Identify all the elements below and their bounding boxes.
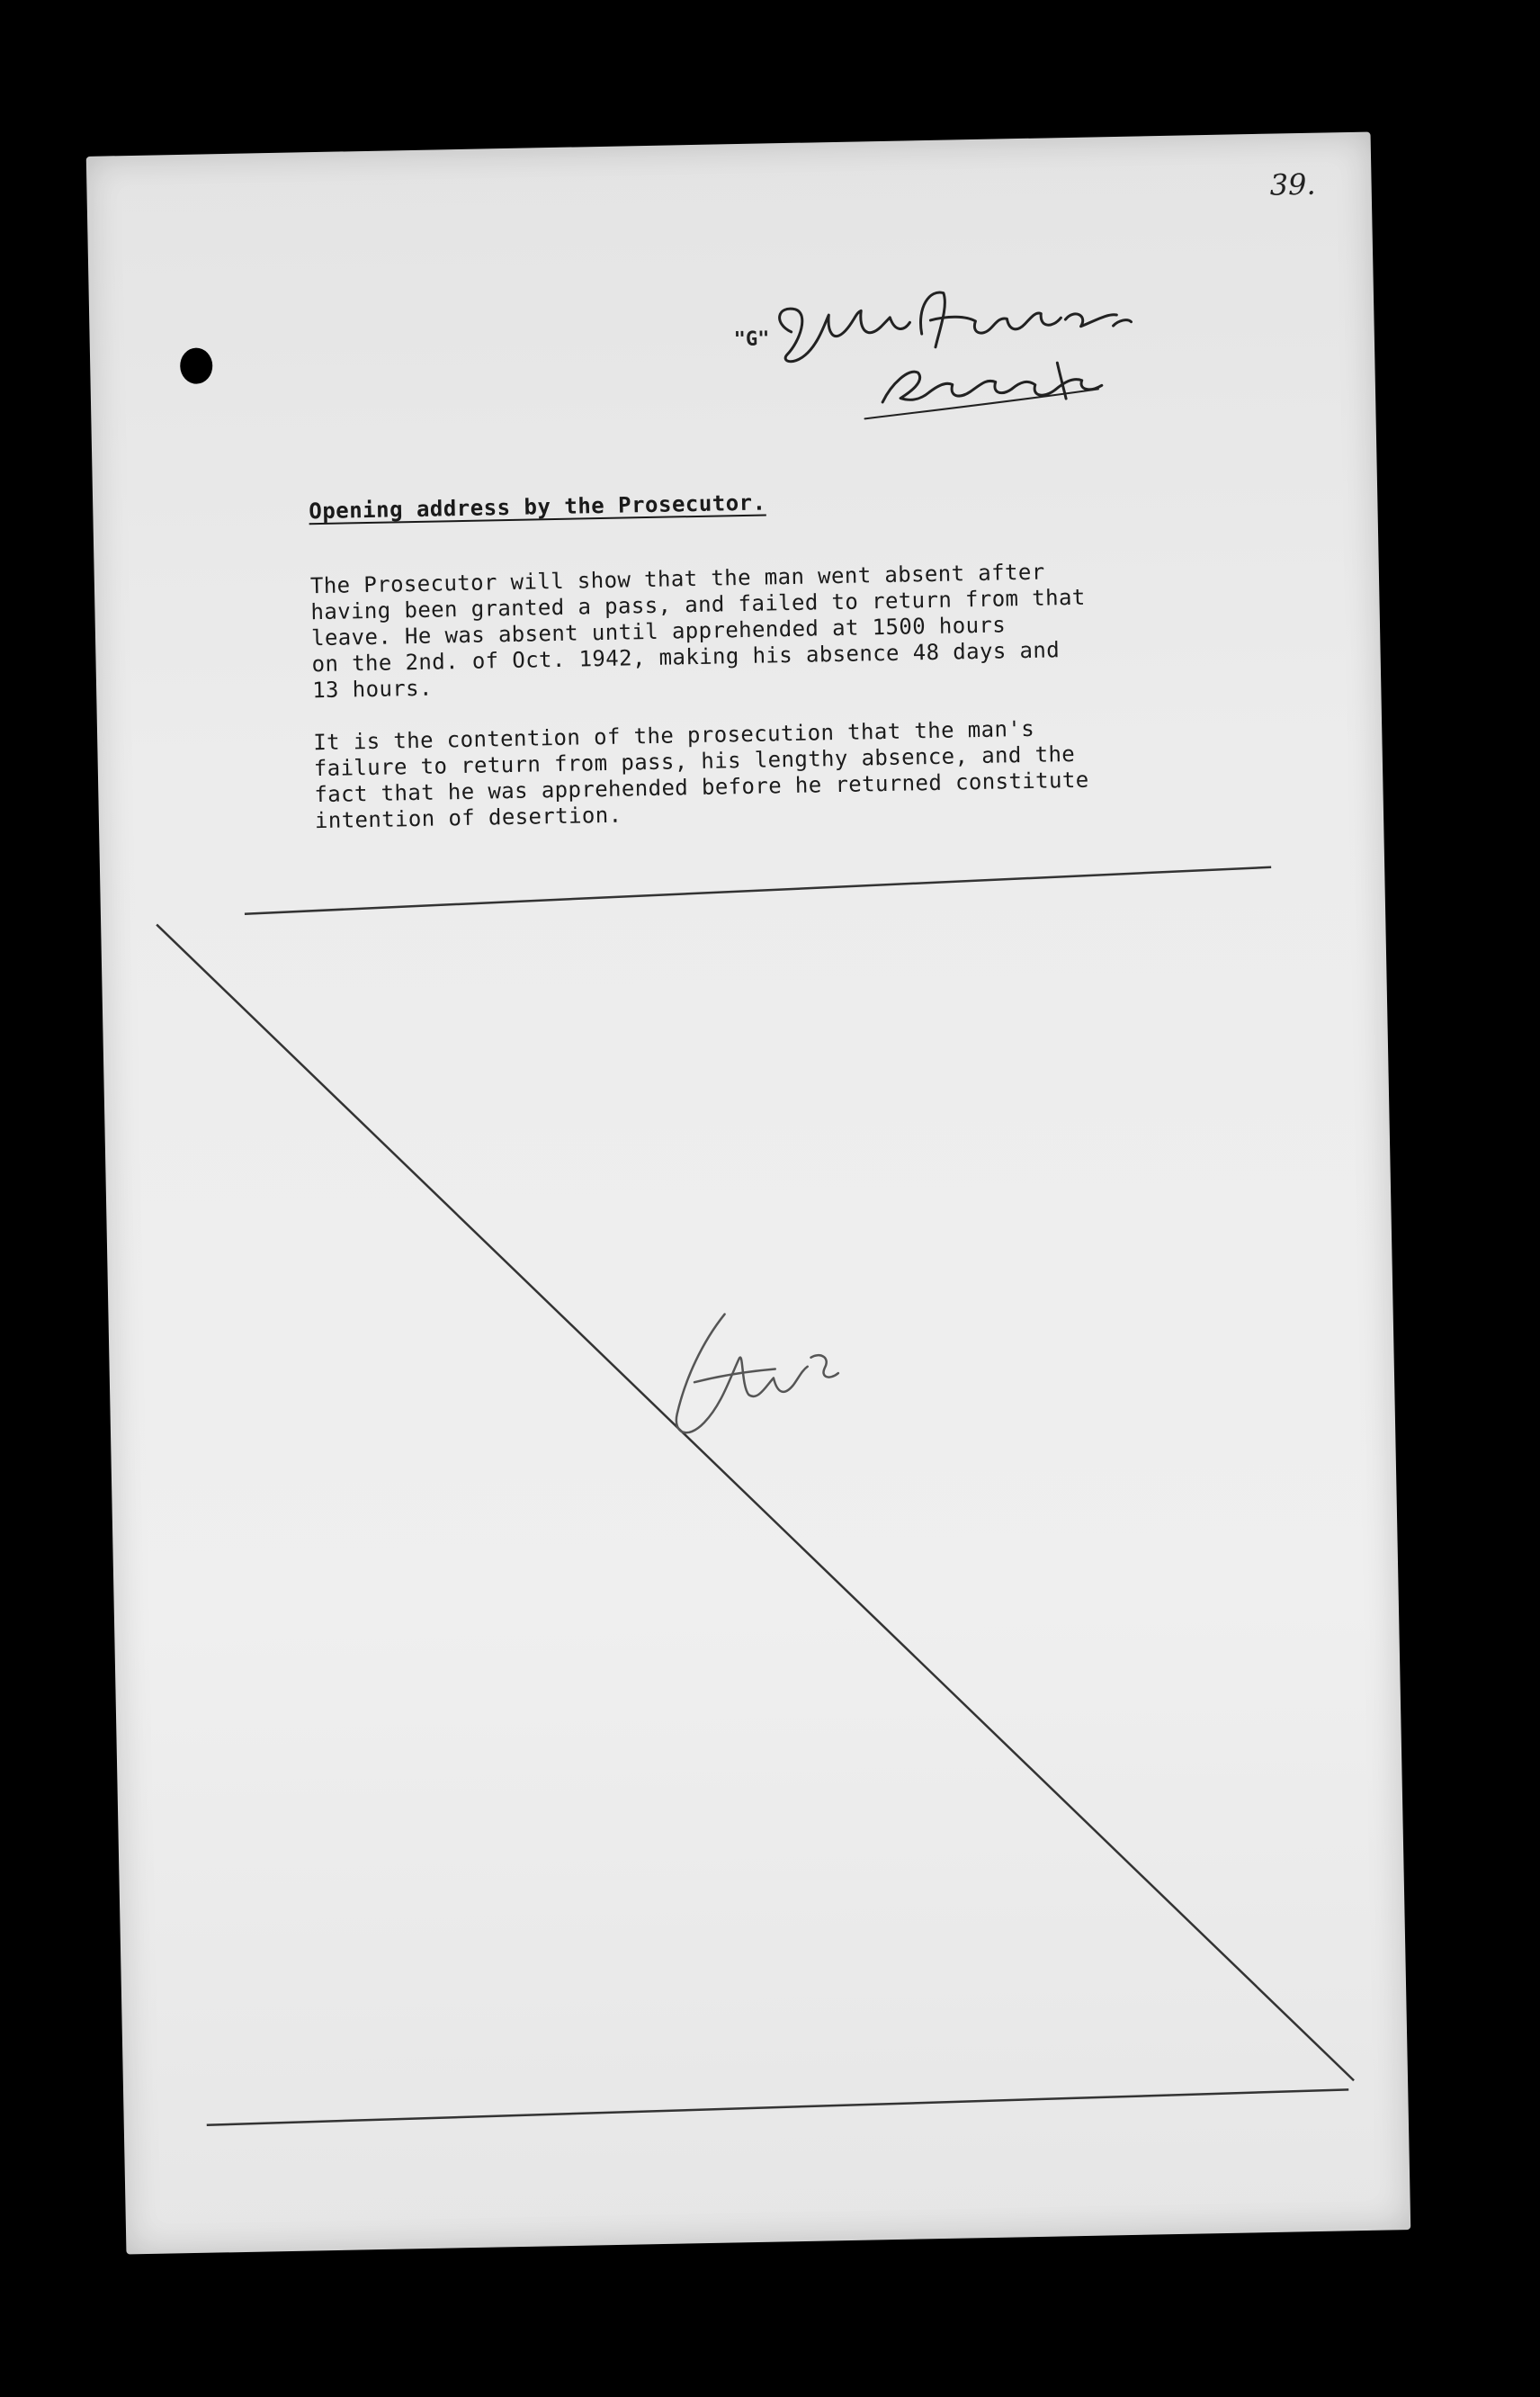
grade-mark: "G" [733, 328, 770, 352]
cancel-diagonal-line [157, 902, 1354, 2104]
document-heading: Opening address by the Prosecutor. [309, 489, 766, 525]
cancel-top-line [244, 867, 1271, 914]
document-page [86, 132, 1411, 2255]
page-number: 39. [1269, 166, 1316, 202]
cancellation-z-lines [86, 132, 1411, 2255]
initial-signature [639, 1294, 866, 1460]
paragraph-1: The Prosecutor will show that the man went absent after having been granted a pass, and failed to return from that leave. He was absent until apprehended at 1500 hours on the 2nd. of Oct. 1942, making his absence 48 days and 13 hours. [309, 559, 1086, 704]
cancel-bottom-line [206, 2089, 1348, 2124]
paragraph-2: It is the contention of the prosecution that the man's failure to return from pass, his lengthy absence, and the fact that he was apprehended before he returned constitute intention of desertion. [313, 715, 1089, 834]
